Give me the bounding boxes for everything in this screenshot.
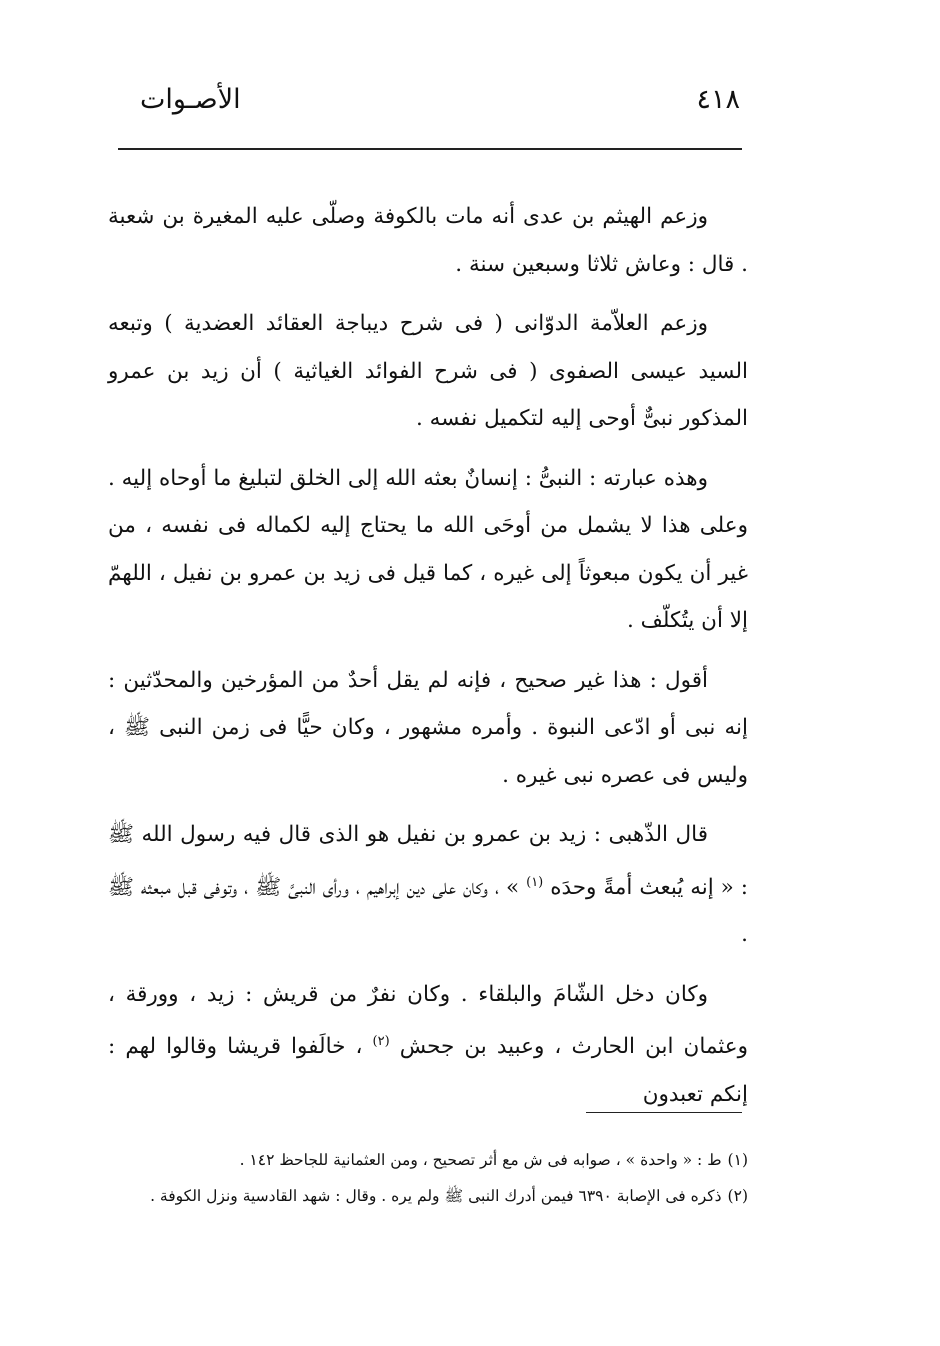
footnote: [108, 1142, 748, 1178]
paragraph: [108, 971, 748, 1119]
running-title: الأصـوات: [140, 84, 241, 115]
footnote-marker: (١): [727, 1151, 748, 1169]
page-header: [120, 84, 740, 124]
footnote-rule: [586, 1112, 742, 1113]
footnote-marker: (٢): [727, 1187, 748, 1205]
paragraph-text: ، خالَفوا قريشا وقالوا لهم : إنكم تعبدون: [108, 1034, 748, 1107]
footnote: [108, 1178, 748, 1214]
main-text: [108, 193, 748, 1130]
paragraph-text: » ، وكان على دين إبراهيم ، ورأى النبىَّ ﷺ ، وتوفى قبل مبعثه ﷺ .: [108, 874, 748, 948]
paragraph: وزعم العلاّمة الدوّانى ( فى شرح ديباجة العقائد العضدية ) وتبعه السيد عيسى الصفوى ( فى شرح الفوائد الغياثية ) أن زيد بن عمرو المذكور نبىٌّ أوحى إليه لتكميل نفسه .: [108, 311, 748, 431]
paragraph: أقول : هذا غير صحيح ، فإنه لم يقل أحدٌ من المؤرخين والمحدّثين : إنه نبى أو ادّعى النبوة . وأمره مشهور ، وكان حيًّا فى زمن النبى ﷺ ، وليس فى عصره نبى غيره .: [108, 667, 748, 788]
paragraph-text: قال الذّهبى : زيد بن عمرو بن نفيل هو الذى قال فيه رسول الله ﷺ : « إنه يُبعث أمةً وحدَه: [108, 822, 748, 900]
header-rule: [118, 148, 742, 150]
paragraph: وزعم الهيثم بن عدى أنه مات بالكوفة وصلّى عليه المغيرة بن شعبة . قال : وعاش ثلاثا وسبعين سنة .: [108, 204, 748, 277]
paragraph: [108, 811, 748, 959]
footnote-reference[interactable]: (١): [526, 874, 544, 890]
paragraph: وهذه عبارته : النبىُّ : إنسانٌ بعثه الله إلى الخلق لتبليغ ما أوحاه إليه . وعلى هذا لا يشمل من أوحَى الله ما يحتاج إليه لكماله فى نفسه ، من غير أن يكون مبعوثاً إلى غيره ، كما قيل فى زيد بن عمرو بن نفيل ، اللهمّ إلا أن يتُكلّف .: [107, 465, 748, 633]
footnote-text: ذكره فى الإصابة ٦٣٩٠ فيمن أدرك النبى ﷺ ولم يره . وقال : شهد القادسية ونزل الكوفة .: [150, 1187, 722, 1205]
footnote-text: ط : « واحدة » ، صوابه فى ش مع أثر تصحيح ، ومن العثمانية للجاحظ ١٤٢ .: [239, 1151, 722, 1169]
footnotes: [108, 1142, 748, 1214]
page-number: ٤١٨: [696, 84, 740, 115]
footnote-reference[interactable]: (٢): [372, 1034, 390, 1050]
paragraph-text: وكان دخل الشّامَ والبلقاء . وكان نفرٌ من قريش : زيد ، وورقة ، وعثمان ابن الحارث ، وعبيد بن جحش: [108, 981, 748, 1060]
